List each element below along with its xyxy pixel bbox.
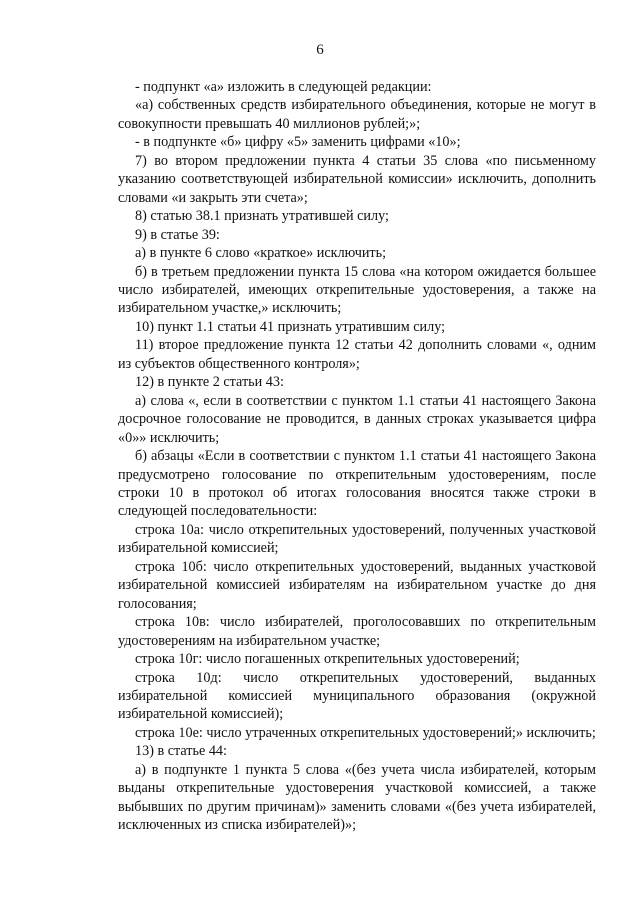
document-body bbox=[118, 78, 596, 835]
page-number: 6 bbox=[316, 42, 324, 58]
paragraph: строка 10в: число избирателей, проголосовавших по открепительным удостоверениям на избирательном участке; bbox=[118, 614, 596, 649]
paragraph: строка 10б: число открепительных удостоверений, выданных участковой избирательной комиссией избирателям на избирательном участке до дня голосования; bbox=[118, 558, 596, 612]
paragraph: строка 10д: число открепительных удостоверений, выданных избирательной комиссией муниципального образования (окружной избирательной комиссией); bbox=[118, 669, 596, 723]
paragraph: «а) собственных средств избирательного объединения, которые не могут в совокупности превышать 40 миллионов рублей;»; bbox=[118, 97, 596, 132]
paragraph: - в подпункте «б» цифру «5» заменить цифрами «10»; bbox=[135, 134, 461, 151]
paragraph: б) абзацы «Если в соответствии с пунктом 1.1 статьи 41 настоящего Закона предусмотрено голосование по открепительным удостоверениям, после строки 10 в протокол об итогах голосования вносятся также строки в следующей последовательности: bbox=[118, 448, 596, 520]
paragraph: - подпункт «а» изложить в следующей редакции: bbox=[135, 79, 432, 95]
paragraph: строка 10е: число утраченных открепительных удостоверений;» исключить; bbox=[135, 724, 596, 741]
paragraph: строка 10г: число погашенных открепительных удостоверений; bbox=[135, 651, 520, 668]
paragraph: а) в подпункте 1 пункта 5 слова «(без учета числа избирателей, которым выданы открепительные удостоверения участковой комиссией, а также выбывших по другим причинам)» заменить словами «(без учета избирателей, исключенных из списка избирателей)»; bbox=[118, 761, 596, 834]
paragraph: 9) в статье 39: bbox=[135, 226, 220, 243]
paragraph: 13) в статье 44: bbox=[135, 743, 227, 760]
paragraph: строка 10а: число открепительных удостоверений, полученных участковой избирательной комиссией; bbox=[118, 521, 596, 557]
paragraph: 12) в пункте 2 статьи 43: bbox=[135, 374, 284, 391]
paragraph: б) в третьем предложении пункта 15 слова «на котором ожидается большее число избирателей, имеющих открепительные удостоверения, а также на избирательном участке,» исключить; bbox=[118, 263, 596, 317]
paragraph: 11) второе предложение пункта 12 статьи 42 дополнить словами «, одним из субъектов общественного контроля»; bbox=[118, 337, 596, 372]
paragraph: 7) во втором предложении пункта 4 статьи 35 слова «по письменному указанию соответствующей избирательной комиссии» исключить, дополнить словами «и закрыть эти счета»; bbox=[118, 152, 596, 206]
paragraph: 10) пункт 1.1 статьи 41 признать утратившим силу; bbox=[135, 318, 446, 335]
paragraph: 8) статью 38.1 признать утратившей силу; bbox=[135, 208, 389, 225]
paragraph: а) в пункте 6 слово «краткое» исключить; bbox=[135, 245, 387, 262]
paragraph: а) слова «, если в соответствии с пунктом 1.1 статьи 41 настоящего Закона досрочное голосование не проводится, в данных строках указывается цифра «0»» исключить; bbox=[118, 392, 596, 446]
